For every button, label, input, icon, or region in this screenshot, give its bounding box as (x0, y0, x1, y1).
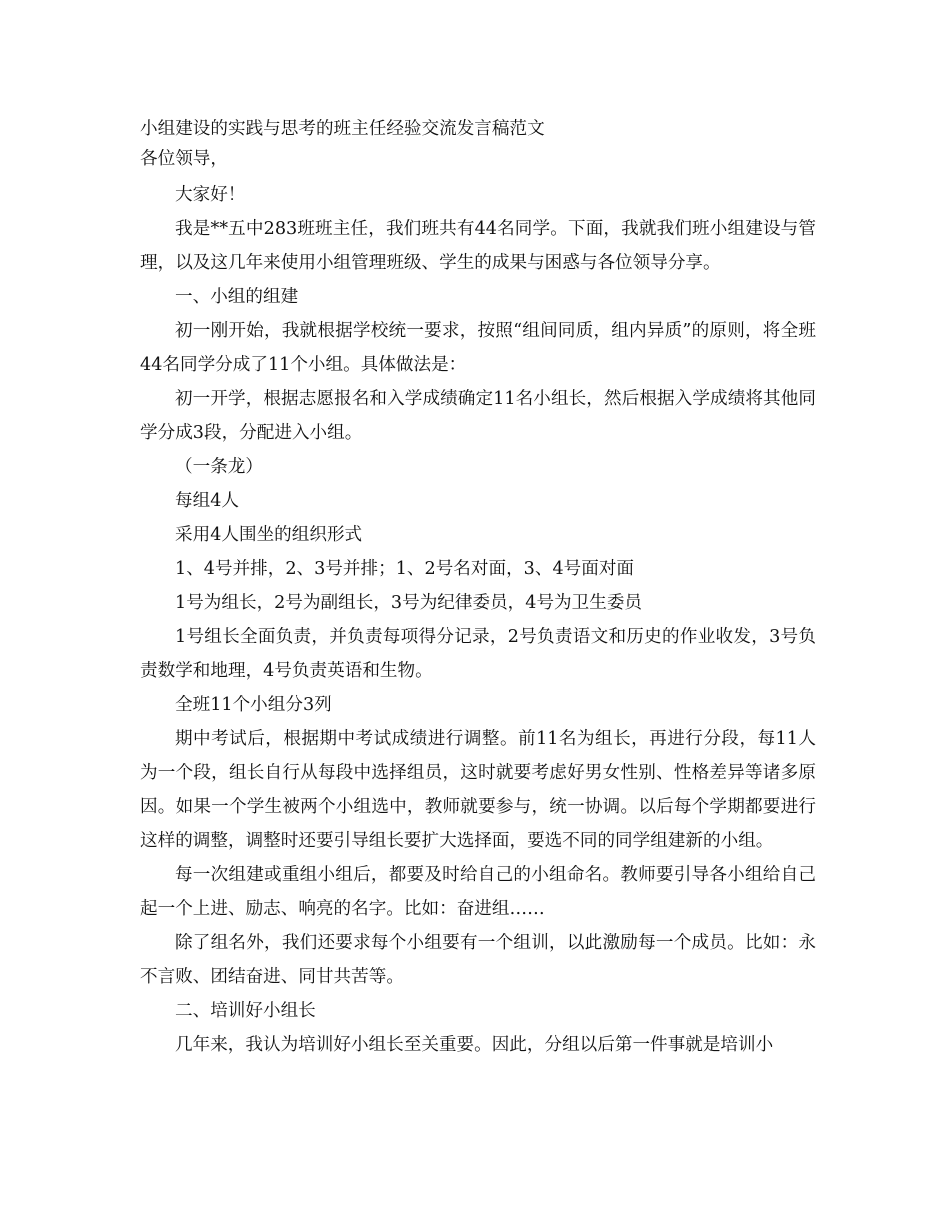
paragraph: 每一次组建或重组小组后，都要及时给自己的小组命名。教师要引导各小组给自己起一个上进、励志、响亮的名字。比如：奋进组…… (140, 865, 816, 919)
paragraph: 采用4人围坐的组织形式 (175, 525, 363, 545)
paragraph: （一条龙） (175, 457, 263, 477)
paragraph: 1号组长全面负责，并负责每项得分记录，2号负责语文和历史的作业收发，3号负责数学和地理，4号负责英语和生物。 (140, 627, 816, 681)
section-heading-train-leaders: 二、培训好小组长 (175, 1001, 316, 1021)
paragraph: 全班11个小组分3列 (175, 695, 332, 715)
paragraph: 几年来，我认为培训好小组长至关重要。因此，分组以后第一件事就是培训小 (175, 1035, 774, 1055)
section-heading-group-formation: 一、小组的组建 (175, 287, 299, 307)
paragraph: 每组4人 (175, 491, 239, 511)
paragraph-introduction: 我是**五中283班班主任，我们班共有44名同学。下面，我就我们班小组建设与管理，以及这几年来使用小组管理班级、学生的成果与困惑与各位领导分享。 (140, 219, 816, 273)
paragraph: 期中考试后，根据期中考试成绩进行调整。前11名为组长，再进行分段，每11人为一个段，组长自行从每段中选择组员，这时就要考虑好男女性别、性格差异等诸多原因。如果一个学生被两个小组选中，教师就要参与，统一协调。以后每个学期都要进行这样的调整，调整时还要引导组长要扩大选择面，要选不同的同学组建新的小组。 (140, 729, 816, 851)
paragraph: 1号为组长，2号为副组长，3号为纪律委员，4号为卫生委员 (175, 593, 643, 613)
document-body (140, 114, 816, 1062)
paragraph: 初一开学，根据志愿报名和入学成绩确定11名小组长，然后根据入学成绩将其他同学分成3段，分配进入小组。 (140, 389, 816, 443)
paragraph: 1、4号并排，2、3号并排；1、2号名对面，3、4号面对面 (175, 559, 635, 579)
paragraph: 初一刚开始，我就根据学校统一要求，按照“组间同质，组内异质”的原则，将全班44名同学分成了11个小组。具体做法是： (140, 321, 816, 375)
document-title: 小组建设的实践与思考的班主任经验交流发言稿范文 (140, 119, 545, 139)
salutation: 各位领导， (140, 149, 228, 169)
paragraph-greeting: 大家好！ (175, 185, 246, 205)
paragraph: 除了组名外，我们还要求每个小组要有一个组训，以此激励每一个成员。比如：永不言败、团结奋进、同甘共苦等。 (140, 933, 816, 987)
